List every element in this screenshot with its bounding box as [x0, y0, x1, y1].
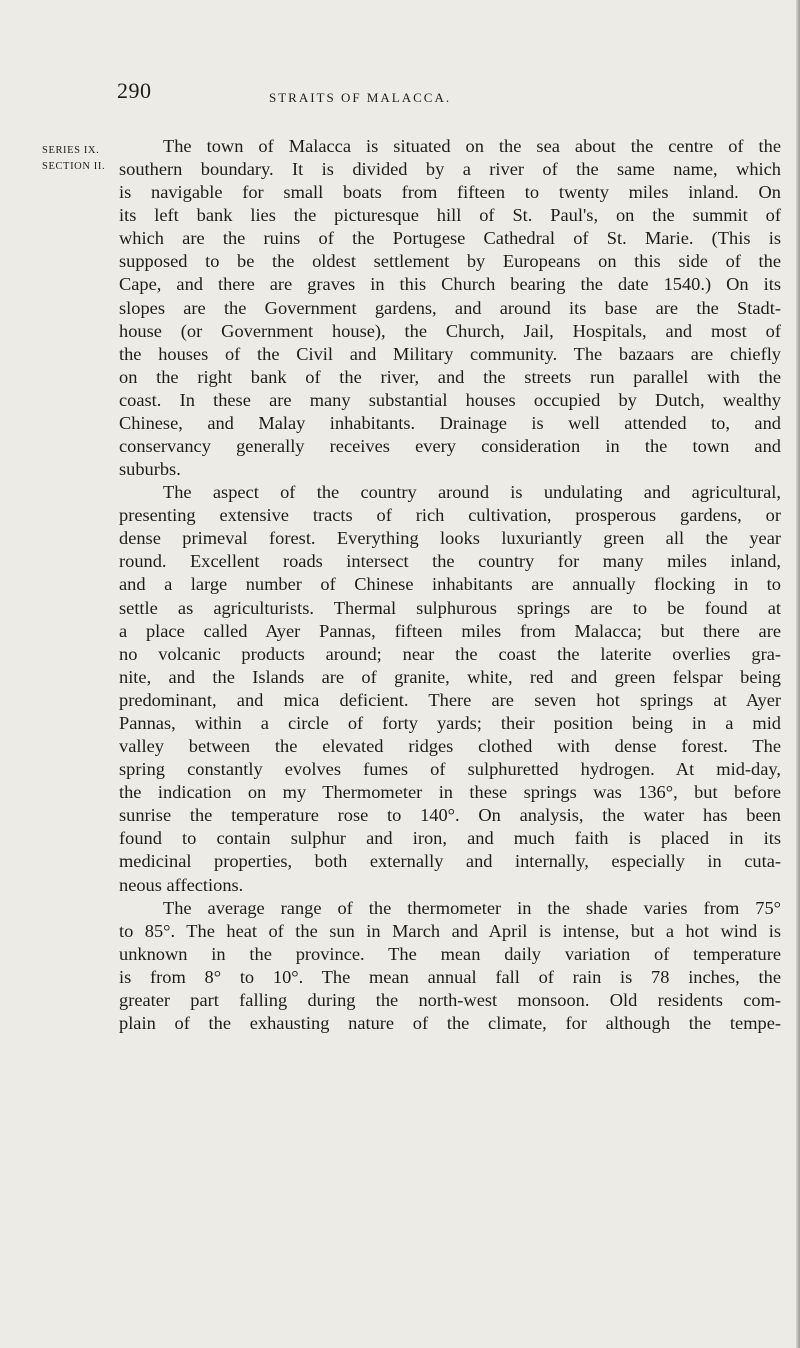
- text-line: house (or Government house), the Church, Jail, Hospitals, and most of: [119, 320, 781, 341]
- paragraph-first-line: The town of Malacca is situated on the sea about the centre of the: [163, 136, 781, 156]
- text-line: plain of the exhausting nature of the climate, for although the tempe-: [119, 1012, 781, 1033]
- paragraph-first-line: The aspect of the country around is undulating and agricultural,: [163, 482, 781, 503]
- page-number: 290: [117, 78, 152, 103]
- text-line: conservancy generally receives every consideration in the town and: [119, 436, 781, 457]
- text-line: the houses of the Civil and Military community. The bazaars are chiefly: [119, 343, 781, 364]
- text-line: presenting extensive tracts of rich cultivation, prosperous gardens, or: [119, 505, 781, 526]
- text-line: on the right bank of the river, and the streets run parallel with the: [119, 366, 781, 387]
- text-line: greater part falling during the north-west monsoon. Old residents com-: [119, 989, 781, 1010]
- margin-note-series: SERIES IX.: [42, 145, 100, 156]
- text-line: unknown in the province. The mean daily variation of temperature: [119, 943, 781, 964]
- text-line: slopes are the Government gardens, and around its base are the Stadt-: [119, 297, 781, 318]
- paragraph-first-line: The average range of the thermometer in the shade varies from 75°: [163, 897, 781, 918]
- text-line: to 85°. The heat of the sun in March and April is intense, but a hot wind is: [119, 920, 781, 941]
- running-head: STRAITS OF MALACCA.: [269, 90, 452, 105]
- text-line: is from 8° to 10°. The mean annual fall of rain is 78 inches, the: [119, 966, 781, 987]
- text-line: Chinese, and Malay inhabitants. Drainage is well attended to, and: [119, 412, 781, 433]
- text-line: Pannas, within a circle of forty yards; their position being in a mid: [119, 712, 781, 733]
- text-line: round. Excellent roads intersect the country for many miles inland,: [119, 551, 781, 572]
- text-line: valley between the elevated ridges clothed with dense forest. The: [119, 736, 781, 757]
- text-line: sunrise the temperature rose to 140°. On analysis, the water has been: [119, 805, 781, 826]
- text-line: spring constantly evolves fumes of sulphuretted hydrogen. At mid-day,: [119, 759, 781, 780]
- text-line: and a large number of Chinese inhabitants are annually flocking in to: [119, 574, 781, 595]
- text-line: coast. In these are many substantial houses occupied by Dutch, wealthy: [119, 389, 781, 410]
- text-line: nite, and the Islands are of granite, white, red and green felspar being: [119, 666, 781, 687]
- text-line: southern boundary. It is divided by a river of the same name, which: [119, 159, 781, 180]
- text-line: medicinal properties, both externally and internally, especially in cuta-: [119, 851, 781, 872]
- text-line: supposed to be the oldest settlement by Europeans on this side of the: [119, 251, 781, 272]
- margin-note-section: SECTION II.: [42, 161, 106, 172]
- text-line: neous affections.: [119, 874, 244, 895]
- text-line: its left bank lies the picturesque hill of St. Paul's, on the summit of: [119, 205, 781, 226]
- text-line: a place called Ayer Pannas, fifteen miles from Malacca; but there are: [119, 620, 781, 641]
- text-line: Cape, and there are graves in this Church bearing the date 1540.) On its: [119, 274, 781, 295]
- body-text: [119, 135, 781, 1035]
- text-line: settle as agriculturists. Thermal sulphurous springs are to be found at: [119, 597, 781, 618]
- text-line: dense primeval forest. Everything looks luxuriantly green all the year: [119, 528, 781, 549]
- text-line: which are the ruins of the Portugese Cathedral of St. Marie. (This is: [119, 228, 781, 249]
- text-line: predominant, and mica deficient. There are seven hot springs at Ayer: [119, 689, 781, 710]
- text-line: the indication on my Thermometer in these springs was 136°, but before: [119, 782, 781, 803]
- text-line: suburbs.: [119, 459, 181, 480]
- page-edge: [796, 0, 800, 1348]
- text-line: is navigable for small boats from fifteen to twenty miles inland. On: [119, 182, 781, 203]
- margin-note: [42, 143, 110, 175]
- text-line: no volcanic products around; near the coast the laterite overlies gra-: [119, 643, 781, 664]
- text-line: found to contain sulphur and iron, and much faith is placed in its: [119, 828, 781, 849]
